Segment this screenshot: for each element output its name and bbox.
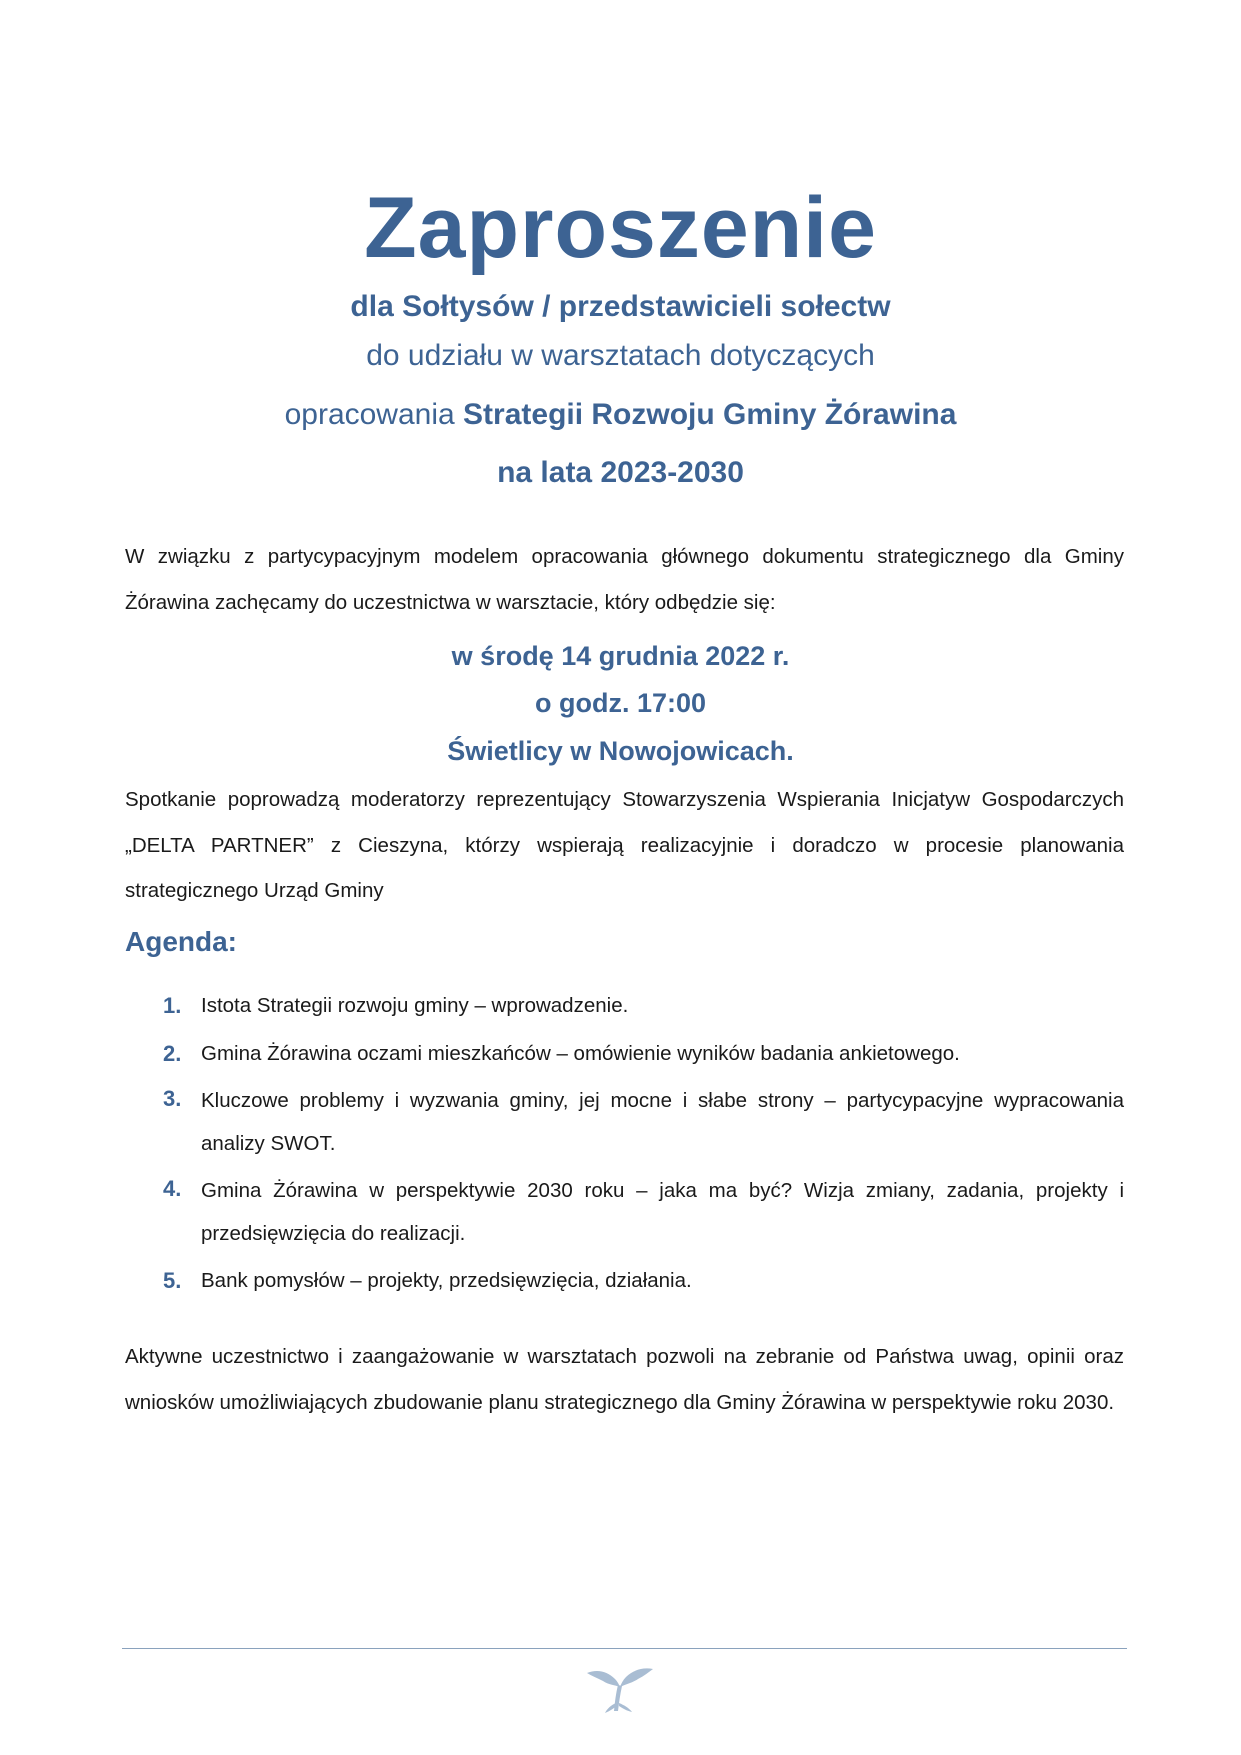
intro-paragraph: W związku z partycypacyjnym modelem opracowania głównego dokumentu strategicznego dla Gminy Żórawina zachęcamy do uczestnictwa w warsztacie, który odbędzie się: <box>125 545 1124 614</box>
agenda-item-text: Bank pomysłów – projekty, przedsięwzięcia, działania. <box>201 1269 692 1292</box>
subtitle-strategy <box>0 395 1241 435</box>
footer-divider <box>122 1648 1127 1649</box>
agenda-item <box>125 1077 1124 1167</box>
agenda-item <box>125 1257 1124 1305</box>
agenda-item-number: 3. <box>163 1086 182 1111</box>
subtitle-strategy-prefix: opracowania <box>284 398 464 431</box>
agenda-item-text: Gmina Żórawina w perspektywie 2030 roku – jaka ma być? Wizja zmiany, zadania, projekty i przedsięwzięcia do realizacji. <box>201 1179 1124 1245</box>
subtitle-recipients: dla Sołtysów / przedstawicieli sołectw <box>350 290 891 323</box>
moderators-paragraph: Spotkanie poprowadzą moderatorzy reprezentujący Stowarzyszenia Wspierania Inicjatyw Gospodarczych „DELTA PARTNER” z Cieszyna, którzy wspierają realizacyjnie i doradczo w procesie planowania strategicznego Urząd Gminy <box>125 788 1124 902</box>
agenda-item-number: 5. <box>163 1268 182 1293</box>
agenda-list <box>125 982 1124 1305</box>
subtitle-strategy-name: Strategii Rozwoju Gminy Żórawina <box>463 398 957 431</box>
event-date: w środę 14 grudnia 2022 r. <box>451 641 790 671</box>
subtitle-years: na lata 2023-2030 <box>497 456 744 489</box>
agenda-item <box>125 982 1124 1030</box>
crane-bird-logo-icon <box>585 1665 655 1715</box>
page-title: Zaproszenie <box>364 180 877 276</box>
event-place: Świetlicy w Nowojowicach. <box>447 736 794 766</box>
agenda-item <box>125 1167 1124 1257</box>
agenda-item-number: 1. <box>163 993 182 1018</box>
event-time: o godz. 17:00 <box>534 688 707 718</box>
agenda-item-text: Gmina Żórawina oczami mieszkańców – omówienie wyników badania ankietowego. <box>201 1041 960 1065</box>
closing-paragraph: Aktywne uczestnictwo i zaangażowanie w warsztatach pozwoli na zebranie od Państwa uwag, opinii oraz wniosków umożliwiających zbudowanie planu strategicznego dla Gminy Żórawina w perspektywie roku 2030. <box>125 1345 1124 1414</box>
agenda-item-text: Istota Strategii rozwoju gminy – wprowadzenie. <box>201 994 629 1017</box>
agenda-item-text: Kluczowe problemy i wyzwania gminy, jej mocne i słabe strony – partycypacyjne wypracowania analizy SWOT. <box>201 1089 1124 1155</box>
agenda-item-number: 4. <box>163 1176 182 1201</box>
agenda-item <box>125 1030 1124 1078</box>
agenda-item-number: 2. <box>163 1040 182 1066</box>
agenda-heading: Agenda: <box>125 926 237 957</box>
subtitle-purpose: do udziału w warsztatach dotyczących <box>366 339 875 372</box>
